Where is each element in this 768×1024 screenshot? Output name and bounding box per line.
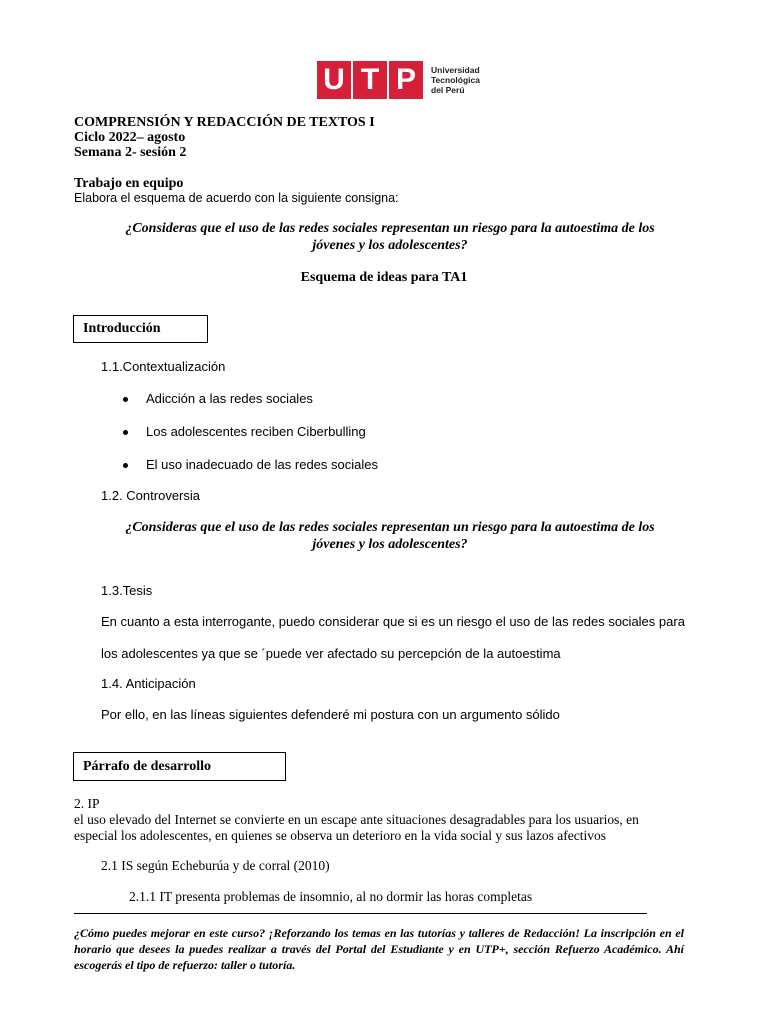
bullet-item-1: Adicción a las redes sociales [146,391,313,406]
utp-logo [317,61,491,99]
logo-letter-u: U [317,61,351,99]
introduction-box: Introducción [73,315,208,343]
question-line-1: ¿Consideras que el uso de las redes sociales representan un riesgo para la autoestima de los [125,221,655,236]
logo-text-line3: del Perú [431,85,465,95]
controversy-question [70,519,710,553]
question-line-2: jóvenes y los adolescentes? [312,238,468,253]
course-title: COMPRENSIÓN Y REDACCIÓN DE TEXTOS I [74,115,375,130]
logo-text-line1: Universidad [431,65,480,75]
thesis-label: 1.3.Tesis [101,583,153,598]
thesis-line-1: En cuanto a esta interrogante, puedo considerar que si es un riesgo el uso de las redes sociales para [101,614,685,629]
thesis-line-2: los adolescentes ya que se ´puede ver afectado su percepción de la autoestima [101,646,561,661]
logo-text [431,65,491,95]
ip-line-1: el uso elevado del Internet se convierte en un escape ante situaciones desagradables para los usuarios, en [74,812,639,827]
assignment-instruction: Elabora el esquema de acuerdo con la siguiente consigna: [74,191,399,205]
ip-line-2: especial los adolescentes, en quienes se observa un deterioro en la vida social y sus lazos afectivos [74,828,606,843]
guiding-question [70,220,710,254]
contextualization-label: 1.1.Contextualización [101,359,226,374]
course-cycle: Ciclo 2022– agosto [74,130,186,145]
footer-note: ¿Cómo puedes mejorar en este curso? ¡Reforzando los temas en las tutorías y talleres de Redacción! La inscripción en el horario que desees la puedes realizar a través del Portal del Estudiante y en UTP+, sección Refuerzo Académico. Ahí escogerás el tipo de refuerzo: taller o tutoría. [74,926,684,972]
ip-label: 2. IP [74,796,100,811]
assignment-title: Trabajo en equipo [74,176,184,191]
logo-letter-p: P [389,61,423,99]
bullet-icon [123,397,128,402]
bullet-item-3: El uso inadecuado de las redes sociales [146,457,378,472]
course-week: Semana 2- sesión 2 [74,145,187,160]
it-label: 2.1.1 IT presenta problemas de insomnio, al no dormir las horas completas [129,889,533,904]
question-line-2: jóvenes y los adolescentes? [312,537,468,552]
bullet-icon [123,430,128,435]
footer-divider [74,913,647,914]
schema-title: Esquema de ideas para TA1 [300,270,468,285]
anticipation-text: Por ello, en las líneas siguientes defenderé mi postura con un argumento sólido [101,707,560,722]
anticipation-label: 1.4. Anticipación [101,676,196,691]
bullet-icon [123,463,128,468]
logo-letter-t: T [353,61,387,99]
development-box: Párrafo de desarrollo [73,752,286,781]
controversy-label: 1.2. Controversia [101,488,200,503]
logo-text-line2: Tecnológica [431,75,480,85]
question-line-1: ¿Consideras que el uso de las redes sociales representan un riesgo para la autoestima de los [125,520,655,535]
is-label: 2.1 IS según Echeburúa y de corral (2010) [101,858,330,873]
bullet-item-2: Los adolescentes reciben Ciberbulling [146,424,366,439]
